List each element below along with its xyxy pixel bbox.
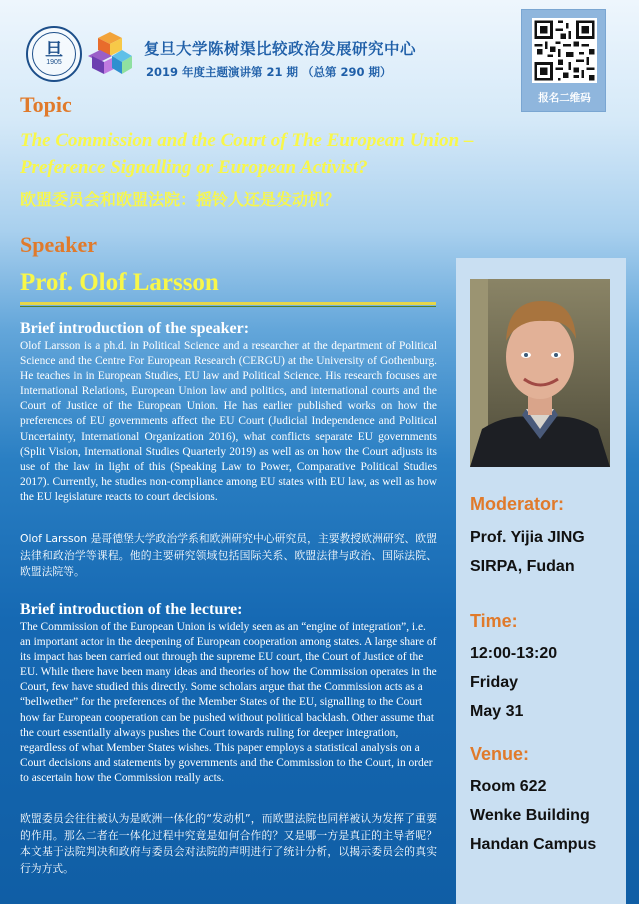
topic-label: Topic — [20, 92, 72, 117]
qr-label: 报名二维码 — [538, 92, 591, 104]
lecture-intro-heading: Brief introduction of the lecture: — [20, 601, 243, 618]
venue-campus: Handan Campus — [470, 836, 597, 853]
venue-info — [470, 772, 626, 859]
moderator-name: Prof. Yijia JING — [470, 529, 585, 546]
lecture-intro-text-cn: 欧盟委员会往往被认为是欧洲一体化的“发动机”，而欧盟法院也同样被认为发挥了重要的作用。那么二者在一体化过程中究竟是如何合作的？又是哪一方是真正的主导者呢？本文基于法院判决和政府与委员会对法院的声明进行了统计分析，以揭示委员会的真实行为方式。 — [20, 812, 437, 875]
fudan-university-seal-icon — [26, 26, 82, 82]
speaker-name: Prof. Olof Larsson — [20, 269, 219, 296]
topic-title-en-line2: Preference Signalling or European Activist? — [20, 157, 368, 178]
speaker-intro-text-cn: Olof Larsson 是哥德堡大学政治学系和欧洲研究中心研究员，主要教授欧洲研究、欧盟法律和政治学等课程。他的主要研究领域包括国际关系、欧盟法律与政治、国际法院、欧盟法院等。 — [20, 532, 437, 578]
topic-title-en-line1: The Commission and the Court of The European Union – — [20, 130, 474, 151]
qr-code-icon[interactable] — [532, 18, 597, 83]
speaker-intro-text-en: Olof Larsson is a ph.d. in Political Science and a researcher at the department of Political Science and the Centre For European Research (CERGU) at the University of Gothenburg. He teaches in in European Studies, EU law and Political Science. His research focuses are International Relations, European Union law and politics, and international courts and the Court of Justice of the European Union. He has earlier published works on how the preferences of EU governments affect the EU Court (Judicial Independence and Political Uncertainty, International Organization 2016), what conflicts separate EU governments (Split Vision, International Studies Quarterly 2019) as well as on how the Court adjusts its use of the law in light of this (Speaking Law to Power, Comparative Political Studies 2017). Currently, he studies non-compliance among EU states with EU law, as well as how the EU legislature reacts to court decisions. — [20, 340, 437, 503]
divider — [20, 302, 436, 305]
venue-label: Venue: — [470, 744, 530, 764]
divider-shadow — [20, 306, 436, 307]
moderator-affiliation: SIRPA, Fudan — [470, 558, 575, 575]
moderator-info — [470, 523, 626, 581]
seal-glyph: 旦 — [45, 40, 63, 60]
time-label: Time: — [470, 611, 518, 631]
event-info-sidebar — [456, 258, 626, 904]
venue-building: Wenke Building — [470, 807, 590, 824]
header — [0, 0, 639, 104]
center-name: 复旦大学陈树渠比较政治发展研究中心 — [144, 40, 417, 58]
lecture-intro-text-en: The Commission of the European Union is widely seen as an “engine of integration”, i.e. an important actor in the deepening of European cooperation among states. A large share of its impact has been carried out through the supreme EU court, the Court of Justice of the EU. While there have been many ideas and theories of how the Commission operates in the Court, few have studied this directly. Some scholars argue that the Commission acts as a “bellwether” for the preferences of the Member States of the EU, signalling to the Court how far European cooperation can be pushed without political backlash. Other assume that the court essentially always pushes the Court towards ruling for deeper integration, regardless of what Member States wishes. This paper employs a statistical analysis on a Court decisions and statements by governments and the Commission to the Court, in order to ascertain how the Commission really acts. — [20, 621, 437, 784]
topic-title-en — [20, 127, 620, 181]
talk-number: 2019 年度主题演讲第 21 期 （总第 290 期） — [146, 65, 392, 79]
day-value: Friday — [470, 674, 519, 691]
speaker-intro-heading: Brief introduction of the speaker: — [20, 320, 250, 337]
moderator-label: Moderator: — [470, 494, 564, 514]
center-logo-icon — [88, 30, 132, 78]
speaker-label: Speaker — [20, 232, 97, 257]
speaker-photo — [470, 279, 610, 467]
date-value: May 31 — [470, 703, 524, 720]
seal-year: 1905 — [46, 59, 62, 66]
topic-title-cn: 欧盟委员会和欧盟法院：摇铃人还是发动机？ — [20, 190, 341, 209]
time-value: 12:00-13:20 — [470, 645, 558, 662]
registration-qr-panel — [521, 9, 606, 112]
venue-room: Room 622 — [470, 778, 547, 795]
time-info — [470, 639, 626, 726]
